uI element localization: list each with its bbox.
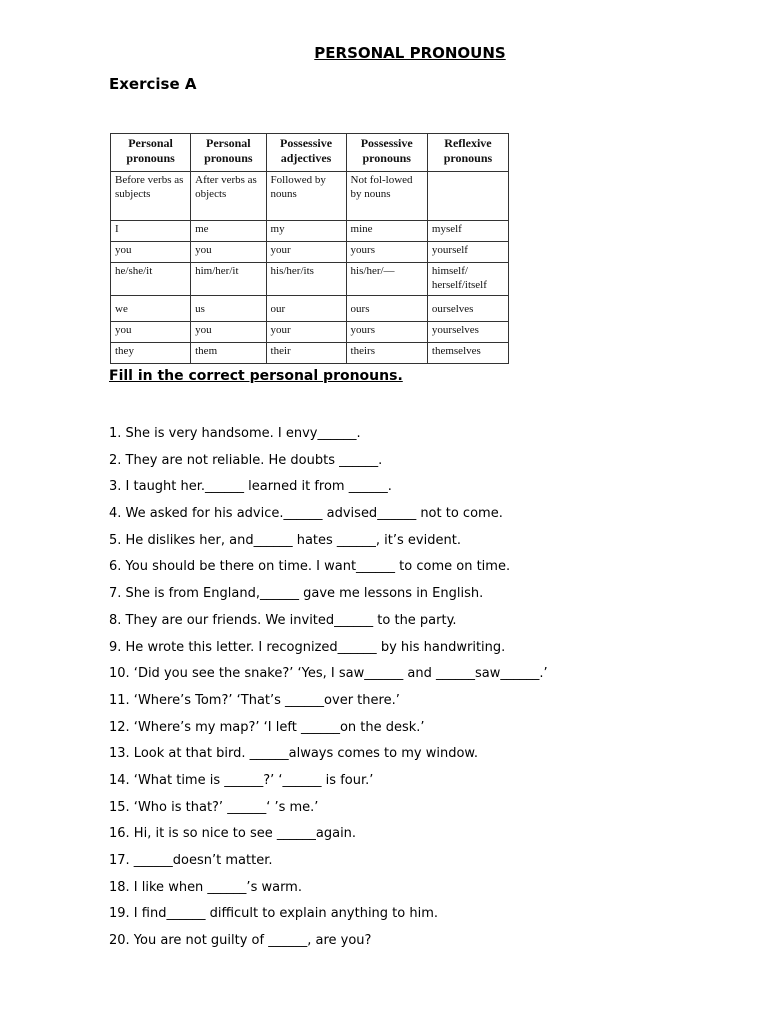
table-cell: you bbox=[111, 322, 191, 343]
table-cell: Not fol-lowed by nouns bbox=[346, 172, 427, 221]
table-cell: our bbox=[266, 296, 346, 322]
table-cell: yours bbox=[346, 242, 427, 263]
table-cell: they bbox=[111, 343, 191, 364]
table-cell: his/her/its bbox=[266, 263, 346, 296]
table-cell: his/her/— bbox=[346, 263, 427, 296]
table-cell: your bbox=[266, 322, 346, 343]
list-item: 13. Look at that bird. ______always comes to my window. bbox=[109, 746, 478, 762]
list-item: 5. He dislikes her, and______ hates ______, it’s evident. bbox=[109, 532, 461, 548]
instruction-heading: Fill in the correct personal pronouns. bbox=[109, 368, 403, 384]
table-cell: himself/ herself/itself bbox=[427, 263, 508, 296]
table-cell: myself bbox=[427, 221, 508, 242]
list-item: 8. They are our friends. We invited______ to the party. bbox=[109, 612, 457, 628]
table-cell: Before verbs as subjects bbox=[111, 172, 191, 221]
table-cell: my bbox=[266, 221, 346, 242]
table-header-cell: Personal pronouns bbox=[111, 134, 191, 172]
list-item: 4. We asked for his advice.______ advised______ not to come. bbox=[109, 506, 503, 522]
table-row bbox=[111, 296, 509, 322]
list-item: 11. ‘Where’s Tom?’ ‘That’s ______over there.’ bbox=[109, 692, 400, 708]
exercise-heading: Exercise A bbox=[109, 75, 197, 93]
table-header-cell: Personal pronouns bbox=[191, 134, 266, 172]
table-row bbox=[111, 322, 509, 343]
table-cell: ourselves bbox=[427, 296, 508, 322]
table-cell: ours bbox=[346, 296, 427, 322]
table-cell bbox=[427, 172, 508, 221]
list-item: 1. She is very handsome. I envy______. bbox=[109, 426, 361, 441]
table-row bbox=[111, 343, 509, 364]
table-description-row bbox=[111, 172, 509, 221]
table-cell: your bbox=[266, 242, 346, 263]
table-header-cell: Reflexive pronouns bbox=[427, 134, 508, 172]
table-cell: you bbox=[111, 242, 191, 263]
table-header-cell: Possessive pronouns bbox=[346, 134, 427, 172]
table-cell: you bbox=[191, 322, 266, 343]
table-row bbox=[111, 242, 509, 263]
table-cell: him/her/it bbox=[191, 263, 266, 296]
list-item: 10. ‘Did you see the snake?’ ‘Yes, I saw______ and ______saw______.’ bbox=[109, 666, 548, 682]
exercise-list bbox=[109, 424, 548, 958]
table-cell: Followed by nouns bbox=[266, 172, 346, 221]
table-cell: them bbox=[191, 343, 266, 364]
pronoun-table bbox=[110, 133, 509, 364]
list-item: 6. You should be there on time. I want______ to come on time. bbox=[109, 559, 511, 575]
list-item: 7. She is from England,______ gave me lessons in English. bbox=[109, 586, 484, 602]
table-cell: yourselves bbox=[427, 322, 508, 343]
table-header-cell: Possessive adjectives bbox=[266, 134, 346, 172]
table-cell: theirs bbox=[346, 343, 427, 364]
list-item: 18. I like when ______’s warm. bbox=[109, 879, 302, 895]
list-item: 15. ‘Who is that?’ ______‘ ’s me.’ bbox=[109, 799, 319, 815]
table-cell: yourself bbox=[427, 242, 508, 263]
table-cell: us bbox=[191, 296, 266, 322]
list-item: 14. ‘What time is ______?’ ‘______ is four.’ bbox=[109, 772, 374, 788]
table-cell: I bbox=[111, 221, 191, 242]
table-cell: me bbox=[191, 221, 266, 242]
table-row bbox=[111, 263, 509, 296]
table-cell: themselves bbox=[427, 343, 508, 364]
list-item: 16. Hi, it is so nice to see ______again. bbox=[109, 826, 357, 842]
table-cell: their bbox=[266, 343, 346, 364]
list-item: 3. I taught her.______ learned it from ______. bbox=[109, 479, 392, 495]
table-header-row bbox=[111, 134, 509, 172]
table-row bbox=[111, 221, 509, 242]
list-item: 20. You are not guilty of ______, are you? bbox=[109, 933, 372, 949]
list-item: 12. ‘Where’s my map?’ ‘I left ______on the desk.’ bbox=[109, 719, 425, 735]
table-cell: After verbs as objects bbox=[191, 172, 266, 221]
list-item: 9. He wrote this letter. I recognized______ by his handwriting. bbox=[109, 639, 506, 655]
list-item: 17. ______doesn’t matter. bbox=[109, 853, 273, 868]
table-cell: you bbox=[191, 242, 266, 263]
list-item: 2. They are not reliable. He doubts ______. bbox=[109, 452, 383, 468]
table-cell: yours bbox=[346, 322, 427, 343]
table-cell: mine bbox=[346, 221, 427, 242]
table-cell: he/she/it bbox=[111, 263, 191, 296]
list-item: 19. I find______ difficult to explain anything to him. bbox=[109, 906, 439, 922]
page-title: PERSONAL PRONOUNS bbox=[314, 44, 506, 62]
table-cell: we bbox=[111, 296, 191, 322]
